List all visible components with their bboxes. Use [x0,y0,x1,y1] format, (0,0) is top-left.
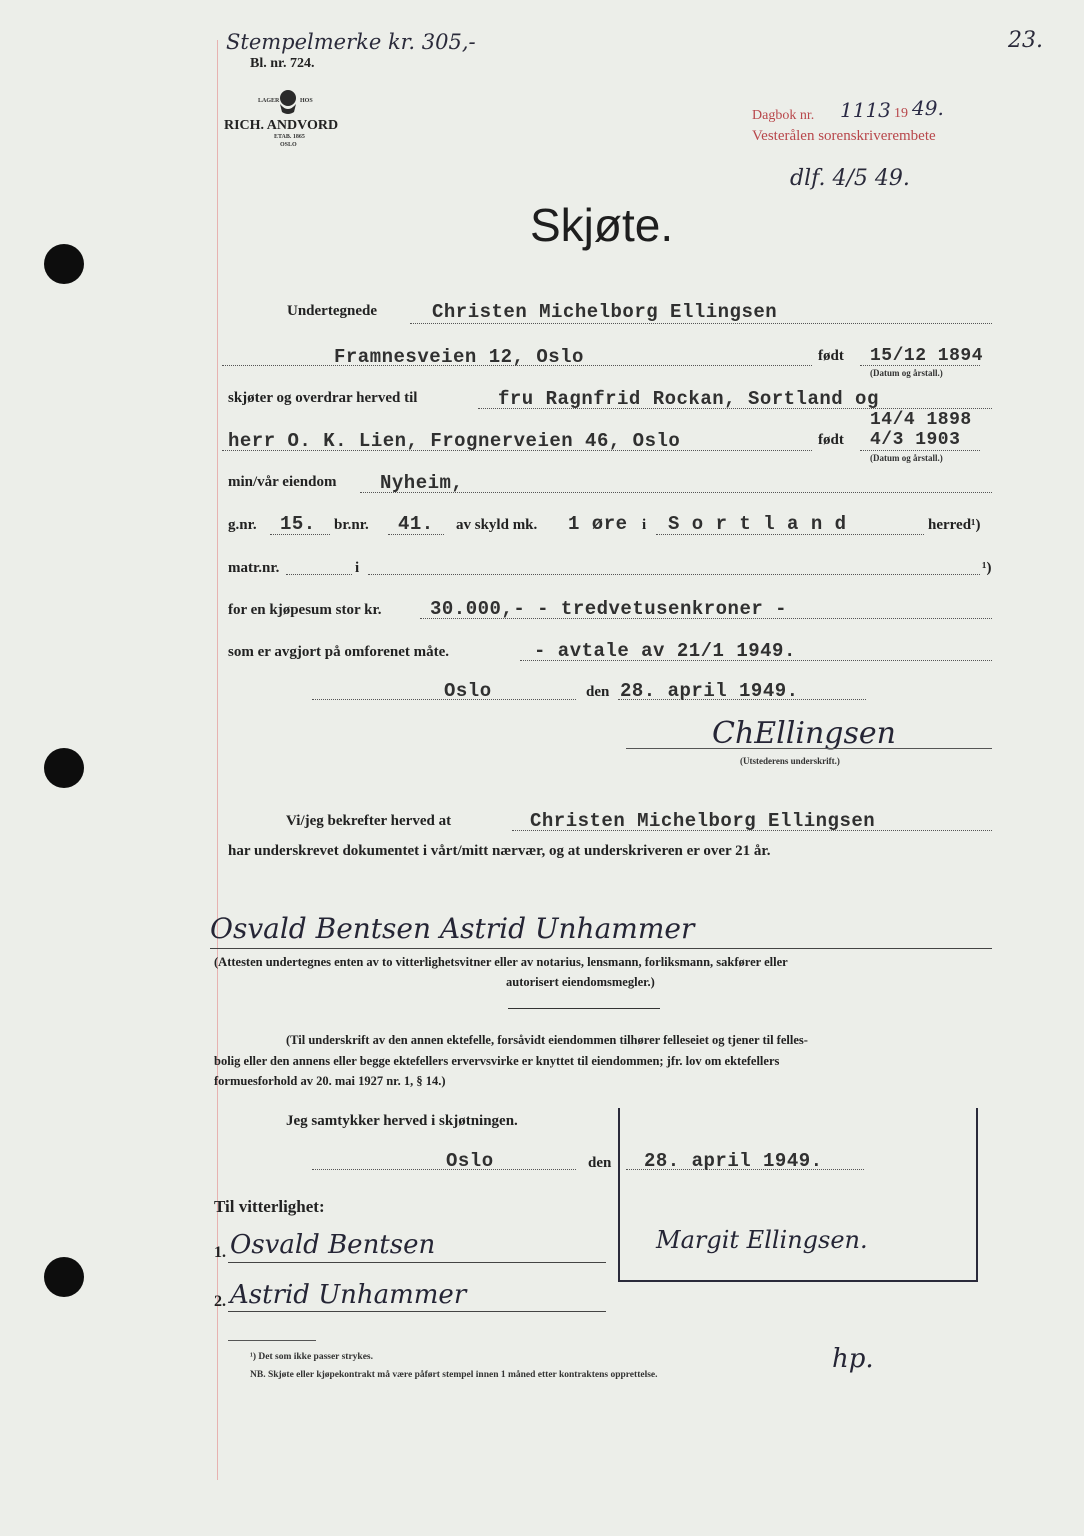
publisher-emblem-icon [224,84,356,150]
section-divider [508,1008,660,1009]
witness-1-line [228,1262,606,1263]
buyers-line-1-rule [478,408,992,409]
seller-signature-line [626,748,992,749]
buyer-1-birthdate: 14/4 1898 [870,410,972,430]
witness-2-line [228,1311,606,1312]
skyld-i-label: i [642,517,647,533]
consent-date: 28. april 1949. [644,1150,823,1172]
skyld-label: av skyld mk. [456,517,538,533]
footnote-2: NB. Skjøte eller kjøpekontrakt må være påført stempel innen 1 måned etter kontraktens opprettelse. [250,1370,658,1380]
settled-line [520,660,992,661]
seller-born-line [860,365,980,366]
seller-name: Christen Michelborg Ellingsen [432,301,778,323]
delivered-note: dlf. 4/5 49. [790,166,910,191]
signing-date: 28. april 1949. [620,680,799,702]
price-amount: 30.000,- - tredvetusenkroner - [430,598,788,620]
court-office-stamp: Vesterålen sorenskriverembete [752,128,936,144]
form-number: Bl. nr. 724. [250,56,315,71]
footnote-1: ¹) Det som ikke passer strykes. [250,1352,373,1362]
matr-i-label: i [355,560,360,576]
publisher-est: ETAB. 1865 [274,134,305,140]
seller-birthdate: 15/12 1894 [870,346,984,366]
buyers-line-2: herr O. K. Lien, Frognerveien 46, Oslo [228,430,681,452]
dagbok-year-prefix: 19 [894,106,908,121]
property-label: min/vår eiendom [228,474,337,490]
attestation-name-line [512,830,992,831]
buyers-born-line [860,450,980,451]
consent-den-label: den [588,1155,612,1171]
herred-name: S o r t l a n d [668,513,847,535]
buyers-born-label: født [818,432,844,448]
buyer-2-birthdate: 4/3 1903 [870,430,961,450]
dagbok-label: Dagbok nr. [752,108,815,123]
settled-value: - avtale av 21/1 1949. [534,640,796,662]
matr-line [286,574,352,575]
attestation-name: Christen Michelborg Ellingsen [530,810,876,832]
document-title: Skjøte. [530,199,674,251]
buyers-born-hint: (Datum og årstall.) [870,453,943,463]
punch-hole-middle [44,748,84,788]
seller-signature: ChEllingsen [712,716,896,751]
brnr-value: 41. [398,513,434,535]
matr-label: matr.nr. [228,560,280,576]
witness-2-number: 2. [214,1293,226,1310]
witness-1-signature: Osvald Bentsen [230,1230,436,1260]
margin-rule [217,40,218,1480]
consent-place: Oslo [446,1150,494,1172]
gnr-line [270,534,330,535]
signing-date-line [618,699,866,700]
seller-name-line [410,323,992,324]
seller-born-hint: (Datum og årstall.) [870,368,943,378]
brnr-line [388,534,444,535]
attestation-note-1: (Attesten undertegnes enten av to vitterlighetsvitner eller av notarius, lensmann, forliksmann, sakfører eller [214,955,788,969]
publisher-logo [224,84,356,150]
spouse-note-1: (Til underskrift av den annen ektefelle, forsåvidt eiendommen tilhører felleseiet og tjener til felles- [286,1033,808,1047]
gnr-label: g.nr. [228,517,257,533]
herred-line [656,534,924,535]
skyld-value: 1 øre [568,513,628,535]
brnr-label: br.nr. [334,517,369,533]
spouse-consent-box [618,1108,978,1282]
settled-label: som er avgjort på omforenet måte. [228,644,450,660]
spouse-note-2: bolig eller den annens eller begge ektefellers ervervsvirke er knyttet til eiendommen; jfr. lov om ektefellers [214,1054,780,1068]
property-name: Nyheim, [380,472,464,494]
seller-label: Undertegnede [287,303,377,319]
spouse-signature: Margit Ellingsen. [656,1226,868,1254]
consent-place-line [312,1169,576,1170]
witness-1-number: 1. [214,1244,226,1261]
witness-signatures: Osvald Bentsen Astrid Unhammer [210,912,695,945]
publisher-name: RICH. ANDVORD [224,118,339,133]
property-name-line [360,492,992,493]
seller-address: Framnesveien 12, Oslo [334,346,584,368]
witness-signature-line [210,948,992,949]
signing-place: Oslo [444,680,492,702]
witness-label: Til vitterlighet: [214,1197,325,1216]
signing-den-label: den [586,684,610,700]
publisher-small-left: LAGER [258,98,280,104]
clerk-initials: hp. [832,1344,874,1374]
punch-hole-bottom [44,1257,84,1297]
attestation-label: Vi/jeg bekrefter herved at [286,813,452,829]
publisher-city: OSLO [280,142,297,148]
price-line [420,618,992,619]
witness-2-signature: Astrid Unhammer [230,1280,467,1310]
seller-born-label: født [818,348,844,364]
punch-hole-top [44,244,84,284]
consent-label: Jeg samtykker herved i skjøtningen. [286,1113,518,1129]
seller-signature-hint: (Utstederens underskrift.) [740,756,840,766]
page-number: 23. [1008,28,1043,53]
matr-footnote-ref: ¹) [982,560,992,576]
spouse-note-3: formuesforhold av 20. mai 1927 nr. 1, § 14.) [214,1074,446,1088]
dagbok-year-suffix: 49. [912,96,944,120]
matr-place-line [368,574,980,575]
gnr-value: 15. [280,513,316,535]
footnote-rule [228,1340,316,1341]
consent-date-line [626,1169,864,1170]
publisher-small-right: HOS [300,98,313,104]
dagbok-number: 1113 [840,98,891,122]
buyers-line-2-rule [222,450,812,451]
stamp-duty-note: Stempelmerke kr. 305,- [226,30,476,54]
attestation-note-2: autorisert eiendomsmegler.) [506,975,655,989]
buyers-label: skjøter og overdrar herved til [228,390,418,406]
herred-label: herred¹) [928,517,981,533]
attestation-statement: har underskrevet dokumentet i vårt/mitt nærvær, og at underskriveren er over 21 år. [228,843,771,859]
price-label: for en kjøpesum stor kr. [228,602,382,618]
buyers-line-1: fru Ragnfrid Rockan, Sortland og [498,388,879,410]
